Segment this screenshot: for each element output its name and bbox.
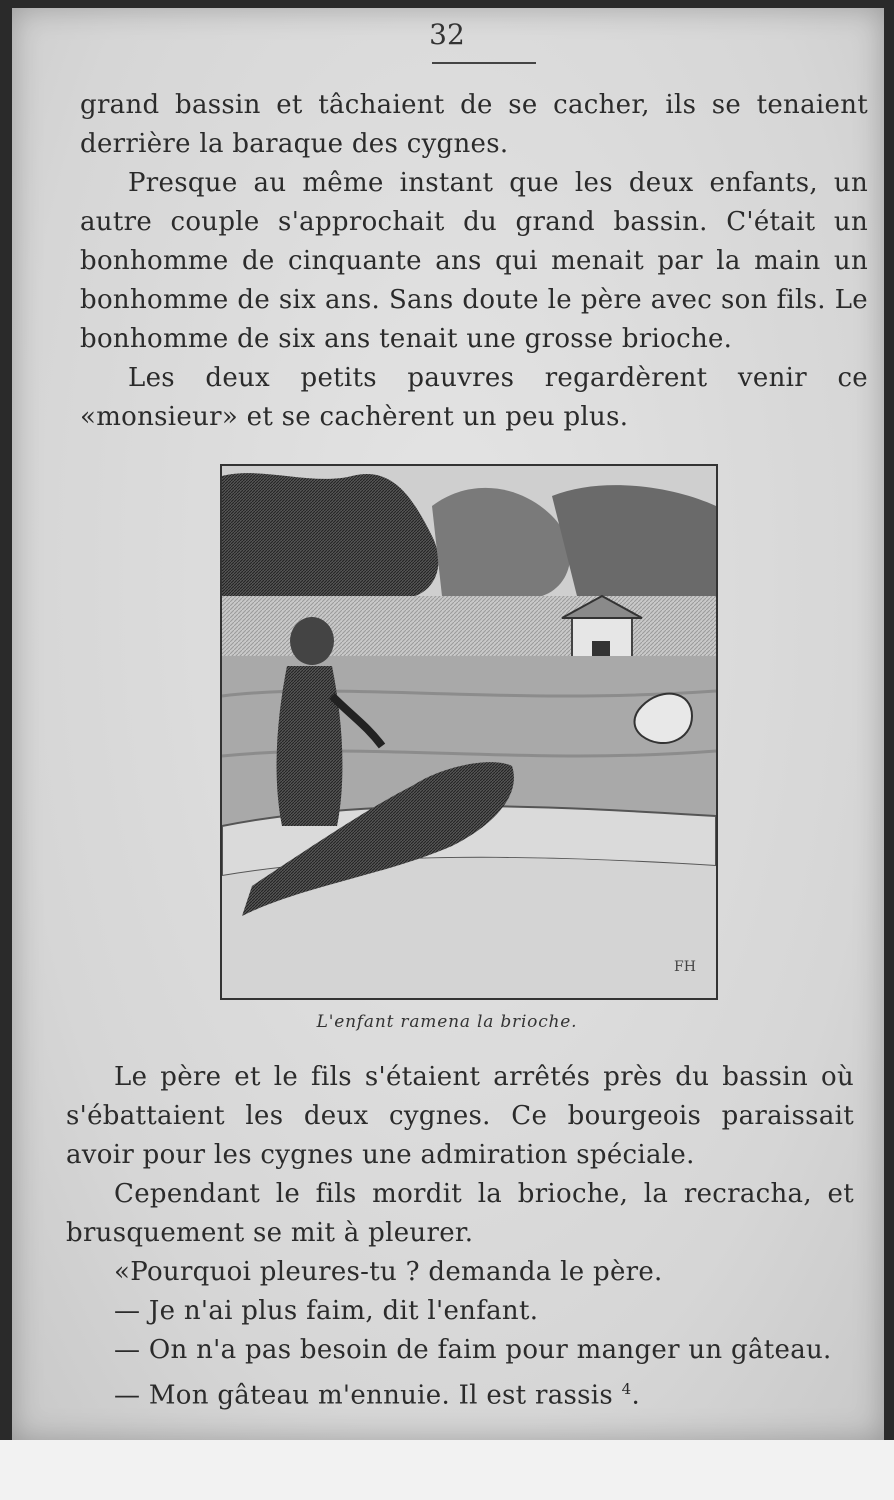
boy-head <box>290 617 334 665</box>
text-block-bottom <box>66 1058 854 1416</box>
svg-text:FH: FH <box>674 959 696 975</box>
trailing-punctuation: . <box>631 1380 641 1411</box>
paragraph-continuation: grand bassin et tâchaient de se cacher, ils se tenaient derrière la baraque des cygnes. <box>80 90 868 159</box>
dialogue-line: — On n'a pas besoin de faim pour manger un gâteau. <box>114 1335 832 1365</box>
figure-caption: L'enfant ramena la brioche. <box>316 1012 578 1032</box>
boy-body <box>277 666 343 826</box>
page-bottom-edge <box>0 1440 894 1500</box>
paragraph: Le père et le fils s'étaient arrêtés près du bassin où s'ébattaient les deux cygnes. Ce bourgeois paraissait avoir pour les cygnes une admiration spéciale. <box>66 1062 854 1170</box>
dialogue-line-last <box>66 1370 854 1416</box>
paragraph: Les deux petits pauvres regardèrent venir ce «monsieur» et se cachèrent un peu plus. <box>80 363 868 432</box>
page-number-rule <box>432 62 536 64</box>
text-block-top <box>80 86 868 437</box>
illustration <box>220 464 718 1000</box>
illustration-engraving <box>222 466 716 998</box>
dialogue-line: «Pourquoi pleures-tu ? demanda le père. <box>114 1257 663 1287</box>
dialogue-text: — Mon gâteau m'ennuie. Il est rassis <box>114 1380 614 1411</box>
dialogue-line: — Je n'ai plus faim, dit l'enfant. <box>114 1296 539 1326</box>
page-number: 32 <box>429 18 465 51</box>
paragraph: Presque au même instant que les deux enfants, un autre couple s'approchait du grand bassin. C'était un bonhomme de cinquante ans qui menait par la main un bonhomme de six ans. Sans doute le père avec son fils. Le bonhomme de six ans tenait une grosse brioche. <box>80 168 868 354</box>
paragraph: Cependant le fils mordit la brioche, la recracha, et brusquement se mit à pleurer. <box>66 1179 854 1248</box>
footnote-marker: 4 <box>621 1380 632 1398</box>
